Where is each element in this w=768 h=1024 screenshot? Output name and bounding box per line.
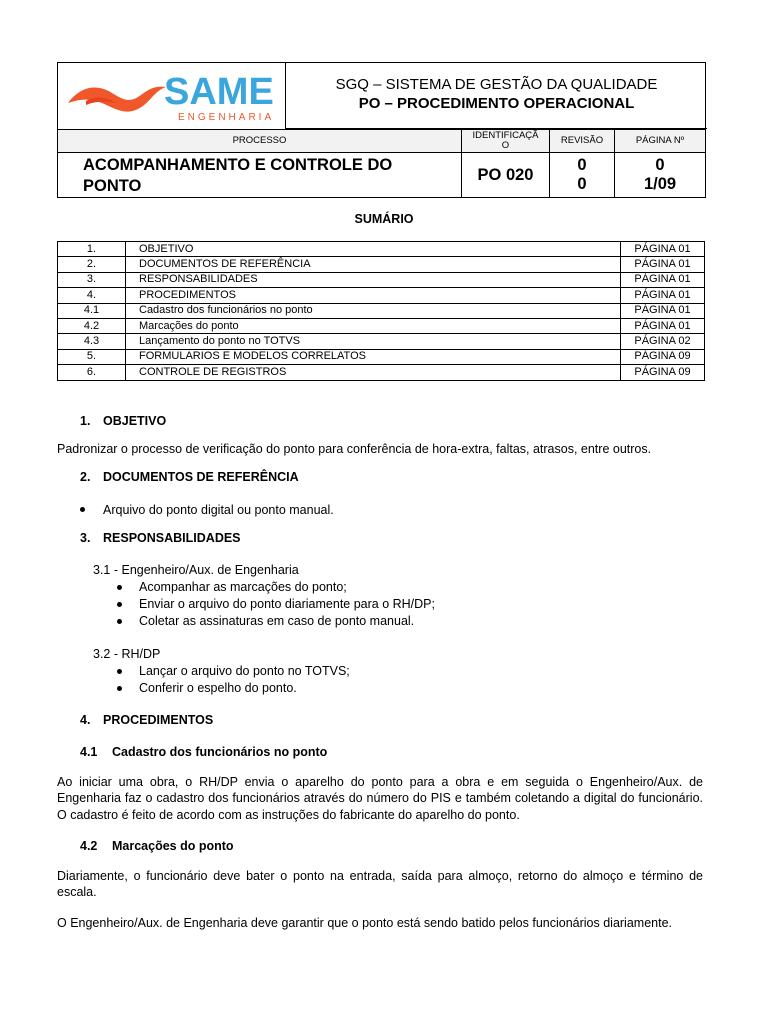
revision-line2: 0 [577,175,587,193]
bullet-item: Enviar o arquivo do ponto diariamente para o RH/DP; [139,597,435,611]
page-line2: 1/09 [643,175,677,193]
revision-number [550,153,615,197]
summary-row [58,257,705,272]
process-title [83,155,453,197]
subsection-4-2-number: 4.2 [80,839,98,853]
logo-wordmark: SAME [164,71,274,113]
bullet-item: Acompanhar as marcações do ponto; [139,580,347,594]
label-processo: PROCESSO [58,130,462,152]
summary-title: SUMÁRIO [354,212,414,226]
summary-row [58,272,705,287]
flame-swoosh-icon [66,73,170,119]
bullet-item: Conferir o espelho do ponto. [139,681,297,695]
summary-row-number: 4.3 [58,334,126,349]
summary-table [57,241,705,381]
summary-row-label: PROCEDIMENTOS [126,288,621,303]
document-header [57,62,706,198]
bullet-icon [117,669,122,674]
subsection-4-2-title: Marcações do ponto [112,839,234,853]
summary-row-number: 5. [58,349,126,364]
summary-row-page: PÁGINA 09 [621,349,705,364]
summary-row [58,303,705,318]
document-code: PO 020 [462,153,550,197]
process-title-line2: PONTO [83,177,142,195]
system-title: SGQ – SISTEMA DE GESTÃO DA QUALIDADE [335,76,658,93]
label-identificacao-line2: O [501,140,510,151]
bullet-item: Lançar o arquivo do ponto no TOTVS; [139,664,350,678]
page-line1: 0 [655,156,665,174]
summary-row-number: 4.1 [58,303,126,318]
summary-row-page: PÁGINA 01 [621,303,705,318]
bullet-icon [80,507,85,512]
process-title-cell [58,153,462,197]
company-logo [58,63,286,129]
header-values-row [58,153,705,197]
summary-row [58,242,705,257]
summary-row [58,365,705,380]
summary-row-label: Lançamento do ponto no TOTVS [126,334,621,349]
subsection-4-1-title: Cadastro dos funcionários no ponto [112,745,328,759]
section-1-number: 1. [80,414,91,428]
section-4-title: PROCEDIMENTOS [103,713,214,727]
summary-row [58,349,705,364]
summary-row [58,334,705,349]
summary-row-number: 1. [58,242,126,257]
summary-row-label: Marcações do ponto [126,318,621,333]
logo-subtitle: ENGENHARIA [178,112,275,123]
subsection-3-2-title: 3.2 - RH/DP [93,647,161,661]
summary-row-label: Cadastro dos funcionários no ponto [126,303,621,318]
summary-row-page: PÁGINA 01 [621,288,705,303]
summary-row-number: 2. [58,257,126,272]
subsection-4-2-text-2: O Engenheiro/Aux. de Engenharia deve garantir que o ponto está sendo batido pelos funcionários diariamente. [57,916,673,930]
label-revisao: REVISÃO [550,130,615,152]
section-2-number: 2. [80,470,91,484]
header-labels-row [58,129,705,153]
subsection-4-1-text: Ao iniciar uma obra, o RH/DP envia o aparelho do ponto para a obra e em seguida o Engenheiro/Aux. de Engenharia faz o cadastro dos funcionários através do número do PIS e também coletando a digital do funcionário. O cadastro é feito de acordo com as instruções do fabricante do aparelho do ponto. [57,775,703,822]
section-1-title: OBJETIVO [103,414,167,428]
summary-row-number: 4.2 [58,318,126,333]
summary-row-page: PÁGINA 02 [621,334,705,349]
subsection-3-1-title: 3.1 - Engenheiro/Aux. de Engenharia [93,563,299,577]
summary-row-page: PÁGINA 01 [621,318,705,333]
bullet-item: Coletar as assinaturas em caso de ponto manual. [139,614,415,628]
summary-row [58,288,705,303]
system-title-box [285,62,707,129]
section-3-title: RESPONSABILIDADES [103,531,241,545]
summary-row-label: CONTROLE DE REGISTROS [126,365,621,380]
summary-row-label: RESPONSABILIDADES [126,272,621,287]
bullet-icon [117,602,122,607]
label-identificacao-line1: IDENTIFICAÇÃ [472,130,539,141]
section-1-text: Padronizar o processo de verificação do ponto para conferência de hora-extra, faltas, atrasos, entre outros. [57,442,652,456]
summary-row-label: OBJETIVO [126,242,621,257]
summary-row-label: DOCUMENTOS DE REFERÊNCIA [126,257,621,272]
label-identificacao [462,130,550,152]
subsection-4-2-text-1: Diariamente, o funcionário deve bater o ponto na entrada, saída para almoço, retorno do almoço e término de escala. [57,869,703,900]
section-4-number: 4. [80,713,91,727]
summary-row-page: PÁGINA 09 [621,365,705,380]
doc-type-title: PO – PROCEDIMENTO OPERACIONAL [358,95,635,112]
summary-row-number: 4. [58,288,126,303]
summary-row-page: PÁGINA 01 [621,242,705,257]
label-pagina: PÁGINA Nº [635,135,685,146]
section-2-title: DOCUMENTOS DE REFERÊNCIA [103,470,299,484]
process-title-line1: ACOMPANHAMENTO E CONTROLE DO [83,156,393,174]
bullet-icon [117,585,122,590]
section-2-bullet: Arquivo do ponto digital ou ponto manual. [103,503,334,517]
page-number [615,153,705,197]
bullet-icon [117,686,122,691]
summary-row [58,318,705,333]
summary-row-number: 6. [58,365,126,380]
summary-row-page: PÁGINA 01 [621,272,705,287]
summary-row-number: 3. [58,272,126,287]
section-3-number: 3. [80,531,91,545]
revision-line1: 0 [577,156,587,174]
bullet-icon [117,619,122,624]
summary-row-label: FORMULARIOS E MODELOS CORRELATOS [126,349,621,364]
subsection-4-1-number: 4.1 [80,745,98,759]
summary-row-page: PÁGINA 01 [621,257,705,272]
